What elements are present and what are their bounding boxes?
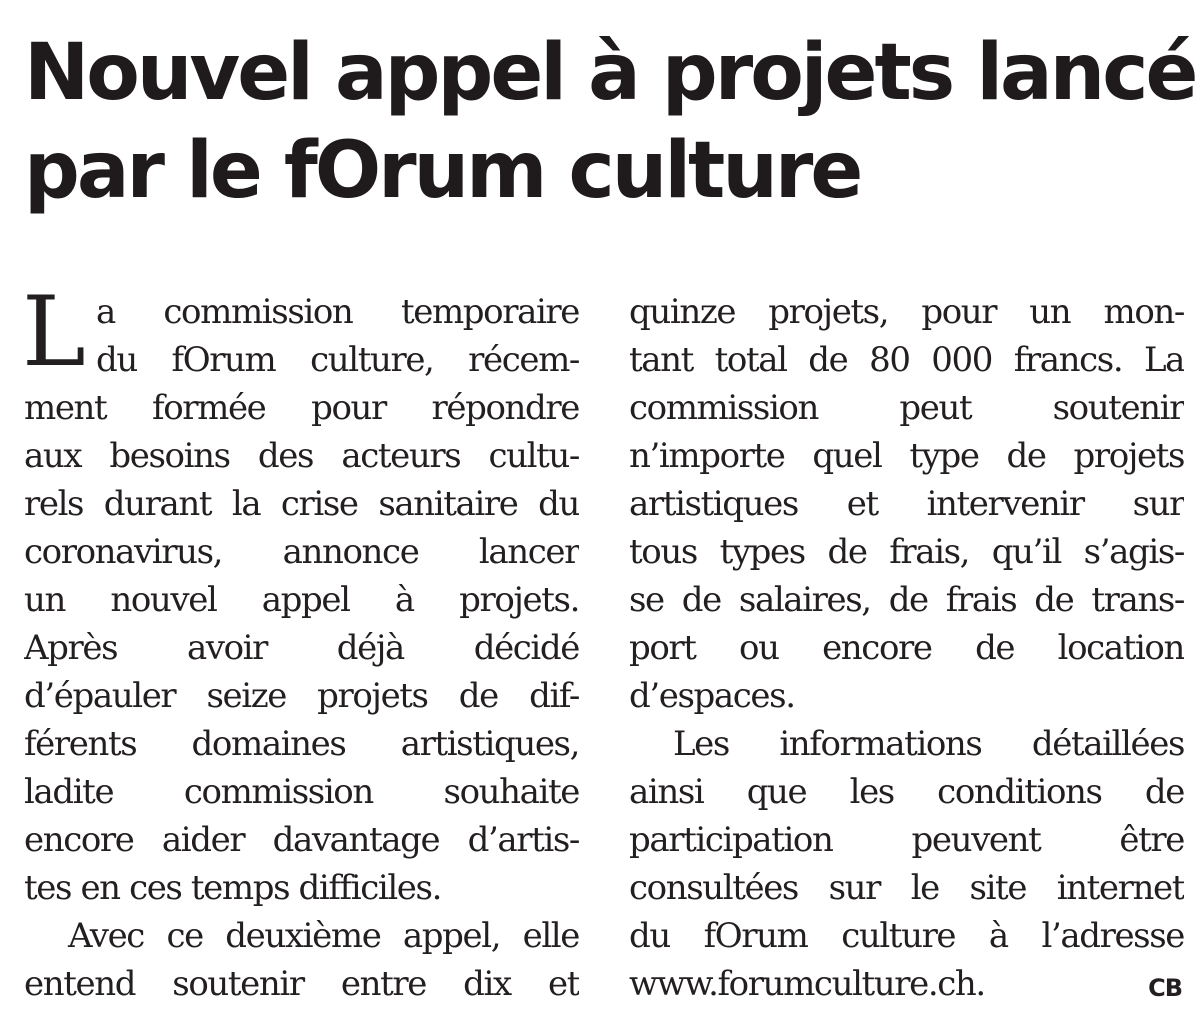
article-headline [24,24,1196,220]
text-line: du fOrum culture à l’adresse [629,916,1184,956]
text-line: se de salaires, de frais de trans- [629,580,1184,620]
text-line: tes en ces temps difficiles. [24,868,441,908]
text-line: a commission temporaire [96,292,579,332]
text-line: Après avoir déjà décidé [24,628,579,668]
text-line: port ou encore de location [629,628,1184,668]
left-column [22,276,579,1008]
right-column [629,288,1184,1008]
text-line: d’épauler seize projets de dif- [24,676,579,716]
headline-line: par le fOrum culture [24,126,861,216]
text-line: coronavirus, annonce lancer [24,532,579,572]
text-line: Avec ce deuxième appel, elle [68,916,579,956]
headline-line: Nouvel appel à projets lancé [24,28,1196,118]
text-line: encore aider davantage d’artis- [24,820,579,860]
text-line: rels durant la crise sanitaire du [24,484,579,524]
text-line: ment formée pour répondre [24,388,579,428]
article-body [22,276,1184,1008]
text-line: férents domaines artistiques, [24,724,579,764]
text-line: ladite commission souhaite [24,772,579,812]
text-line: aux besoins des acteurs cultu- [24,436,579,476]
text-line: n’importe quel type de projets [629,436,1184,476]
text-line: quinze projets, pour un mon- [629,292,1184,332]
text-line: ainsi que les conditions de [629,772,1184,812]
text-line: artistiques et intervenir sur [629,484,1184,524]
text-line: www.forumculture.ch. [629,964,985,1004]
text-line: Les informations détaillées [673,724,1184,764]
text-line: commission peut soutenir [629,388,1184,428]
text-line: entend soutenir entre dix et [24,964,579,1004]
author-initials: CB [1148,974,1182,1002]
text-line: tous types de frais, qu’il s’agis- [629,532,1184,572]
text-line: du fOrum culture, récem- [96,340,579,380]
drop-cap: L [22,276,86,388]
text-line: tant total de 80 000 francs. La [629,340,1184,380]
text-line: participation peuvent être [629,820,1184,860]
text-line: d’espaces. [629,676,795,716]
text-line: un nouvel appel à projets. [24,580,579,620]
text-line: consultées sur le site internet [629,868,1184,908]
